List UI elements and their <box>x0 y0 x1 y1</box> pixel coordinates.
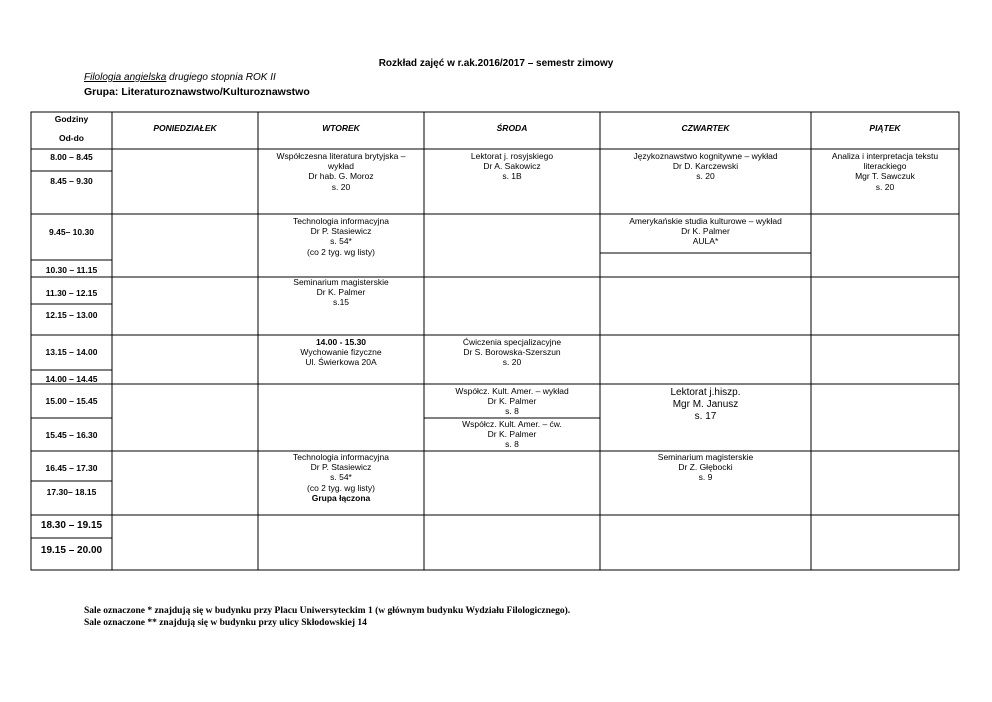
class-american-culture-lecture: Współcz. Kult. Amer. – wykład Dr K. Palmer s. 8 <box>455 386 569 417</box>
class-masters-seminar-tuesday: Seminarium magisterskie Dr K. Palmer s.15 <box>293 277 389 308</box>
group-name: Grupa: Literaturoznawstwo/Kulturoznawstwo <box>84 86 310 98</box>
time-slot: 12.15 – 13.00 <box>45 310 98 320</box>
class-american-cultural-studies: Amerykańskie studia kulturowe – wykład Dr K. Palmer AULA* <box>629 216 782 247</box>
time-slot: 15.00 – 15.45 <box>45 396 98 406</box>
day-wednesday: ŚRODA <box>496 123 528 133</box>
class-american-culture-exercises: Współcz. Kult. Amer. – ćw. Dr K. Palmer s. 8 <box>462 419 562 450</box>
program-level: drugiego stopnia ROK II <box>166 72 276 83</box>
class-information-technology-joint: Technologia informacyjna Dr P. Stasiewicz s. 54* (co 2 tyg. wg listy) Grupa łączona <box>293 452 389 503</box>
program-name: Filologia angielska <box>84 72 167 83</box>
day-thursday: CZWARTEK <box>681 123 730 133</box>
footnote: Sale oznaczone * znajdują się w budynku przy Placu Uniwersyteckim 1 (w głównym budynku Wydziału Filologicznego). <box>84 606 571 616</box>
day-friday: PIĄTEK <box>869 123 901 133</box>
time-slot: 8.45 – 9.30 <box>50 176 93 186</box>
time-slot: 19.15 – 20.00 <box>40 545 103 556</box>
class-masters-seminar-thursday: Seminarium magisterskie Dr Z. Głębocki s. 9 <box>657 452 754 483</box>
class-literary-text-analysis: Analiza i interpretacja tekstu literackiego Mgr T. Sawczuk s. 20 <box>831 151 939 192</box>
class-spanish-language: Lektorat j.hiszp. Mgr M. Janusz s. 17 <box>670 387 741 422</box>
time-slot: 8.00 – 8.45 <box>50 152 93 162</box>
footnotes <box>84 605 570 629</box>
page-title: Rozkład zajęć w r.ak.2016/2017 – semestr zimowy <box>378 58 614 69</box>
time-slot: 14.00 – 14.45 <box>45 374 98 384</box>
hours-range-label: Od-do <box>58 133 85 143</box>
time-slot: 11.30 – 12.15 <box>45 288 98 298</box>
hours-header-label: Godziny <box>54 114 89 124</box>
time-slot: 9.45– 10.30 <box>49 227 94 237</box>
time-slot: 16.45 – 17.30 <box>45 463 98 473</box>
time-slot: 10.30 – 11.15 <box>45 265 98 275</box>
class-information-technology: Technologia informacyjna Dr P. Stasiewicz s. 54* (co 2 tyg. wg listy) <box>293 216 389 257</box>
footnote: Sale oznaczone ** znajdują się w budynku przy ulicy Skłodowskiej 14 <box>84 618 367 628</box>
class-russian-language: Lektorat j. rosyjskiego Dr A. Sakowicz s. 1B <box>470 151 554 182</box>
class-physical-education: 14.00 - 15.30 Wychowanie fizyczne Ul. Świerkowa 20A <box>300 337 382 368</box>
day-monday: PONIEDZIAŁEK <box>153 123 217 133</box>
time-slot: 13.15 – 14.00 <box>45 347 98 357</box>
day-tuesday: WTOREK <box>322 123 360 133</box>
class-modern-british-literature: Współczesna literatura brytyjska – wykład Dr hab. G. Moroz s. 20 <box>276 151 406 192</box>
class-specialization-exercises: Ćwiczenia specjalizacyjne Dr S. Borowska-Szerszun s. 20 <box>462 337 562 368</box>
time-slot: 15.45 – 16.30 <box>45 430 98 440</box>
time-slot: 18.30 – 19.15 <box>40 520 103 531</box>
class-cognitive-linguistics: Językoznawstwo kognitywne – wykład Dr D. Karczewski s. 20 <box>633 151 778 182</box>
time-slot: 17.30– 18.15 <box>46 487 97 497</box>
